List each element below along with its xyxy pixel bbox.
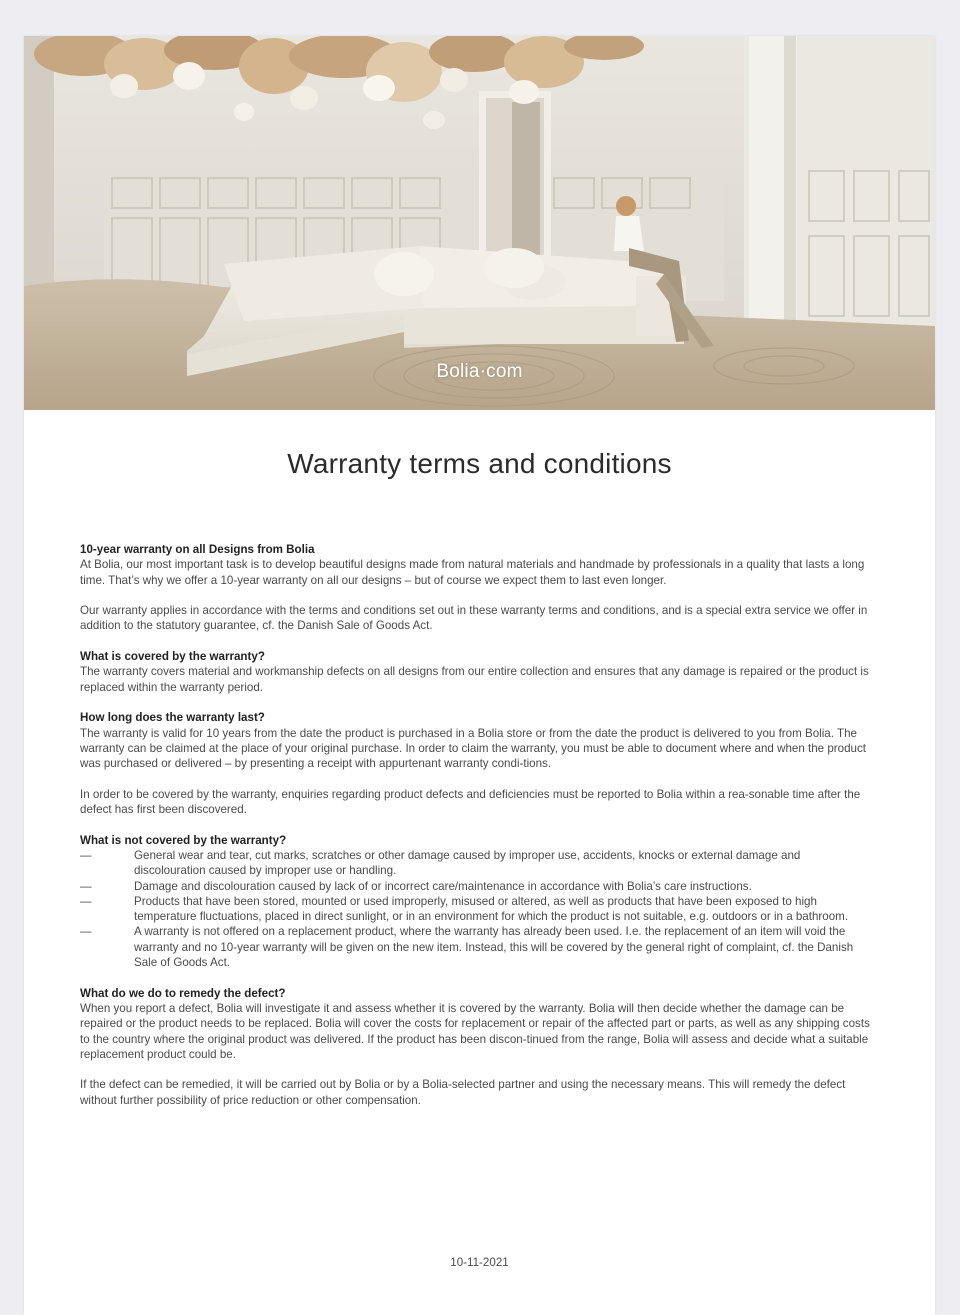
list-item-text: General wear and tear, cut marks, scratches or other damage caused by improper use, accidents, knocks or external damage and discolouration caused by improper use or handling. xyxy=(134,848,801,878)
paragraph-reporting: In order to be covered by the warranty, enquiries regarding product defects and deficiencies must be reported to Bolia within a rea-sonable time after the defect has first been discovered. xyxy=(80,787,861,817)
dash-bullet: — xyxy=(80,925,92,939)
document-title: Warranty terms and conditions xyxy=(287,448,672,479)
paragraph-applies: Our warranty applies in accordance with the terms and conditions set out in these warranty terms and conditions, and is a special extra service we offer in addition to the statutory guarantee, cf. the Danish Sale of Goods Act. xyxy=(80,604,868,633)
document-body xyxy=(80,542,880,1108)
document-page xyxy=(24,36,935,1315)
paragraph-remedy-means: If the defect can be remedied, it will be carried out by Bolia or by a Bolia-selected partner and using the necessary means. This will remedy the defect without further possibility of price reduction or other compensation. xyxy=(80,1078,846,1107)
paragraph-covered: The warranty covers material and workmanship defects on all designs from our entire collection and ensures that any damage is repaired or the product is replaced within the warranty period. xyxy=(80,665,869,694)
paragraph-intro: At Bolia, our most important task is to develop beautiful designs made from natural materials and handmade by professionals in a quality that lasts a long time. That’s why we offer a 10-year warranty on all our designs – but of course we expect them to last even longer. xyxy=(80,558,865,587)
dash-bullet: — xyxy=(80,848,92,862)
list-item-text: A warranty is not offered on a replacement product, where the warranty has already been used. I.e. the replacement of an item will void the warranty and no 10-year warranty will be given on the new item. Instead, this will be covered by the general right of complaint, cf. the Danish Sale of Goods Act. xyxy=(134,925,854,970)
list-item-text: Damage and discolouration caused by lack of or incorrect care/maintenance in accordance with Bolia’s care instructions. xyxy=(134,879,752,893)
list-item-text: Products that have been stored, mounted or used improperly, misused or altered, as well as products that have been exposed to high temperature fluctuations, placed in direct sunlight, or in an environment for which the product is not suitable, e.g. outdoors or in a bathroom. xyxy=(134,894,849,924)
section-heading-covered: What is covered by the warranty? xyxy=(80,650,265,664)
dash-bullet: — xyxy=(80,879,92,893)
hero-photo xyxy=(24,36,935,410)
document-date: 10-11-2021 xyxy=(450,1256,509,1269)
not-covered-list xyxy=(80,848,880,970)
list-item xyxy=(80,894,880,925)
dash-bullet: — xyxy=(80,894,92,908)
section-heading-duration: How long does the warranty last? xyxy=(80,711,265,725)
section-heading-warranty: 10-year warranty on all Designs from Bolia xyxy=(80,543,315,556)
section-heading-remedy: What do we do to remedy the defect? xyxy=(80,986,286,1000)
paragraph-duration: The warranty is valid for 10 years from the date the product is purchased in a Bolia store or from the date the product is delivered to you from Bolia. The warranty can be claimed at the place of your original purchase. In order to claim the warranty, you must be able to document where and when the product was purchased or delivered – by presenting a receipt with appurtenant warranty condi-tions. xyxy=(80,726,867,771)
list-item xyxy=(80,924,880,970)
section-heading-not-covered: What is not covered by the warranty? xyxy=(80,833,287,847)
brand-logo: Bolia·com xyxy=(436,361,523,382)
list-item xyxy=(80,879,880,894)
hero-room-illustration xyxy=(24,36,935,410)
paragraph-remedy: When you report a defect, Bolia will investigate it and assess whether it is covered by the warranty. Bolia will then decide whether the damage can be repaired or the product needs to be replaced. Bolia will cover the costs for replacement or repair of the affected part or parts, as well as any shipping costs to the country where the original product was delivered. If the product has been discon-tinued from the range, Bolia will assess and decide what a suitable replacement product could be. xyxy=(80,1001,870,1061)
list-item xyxy=(80,848,880,879)
